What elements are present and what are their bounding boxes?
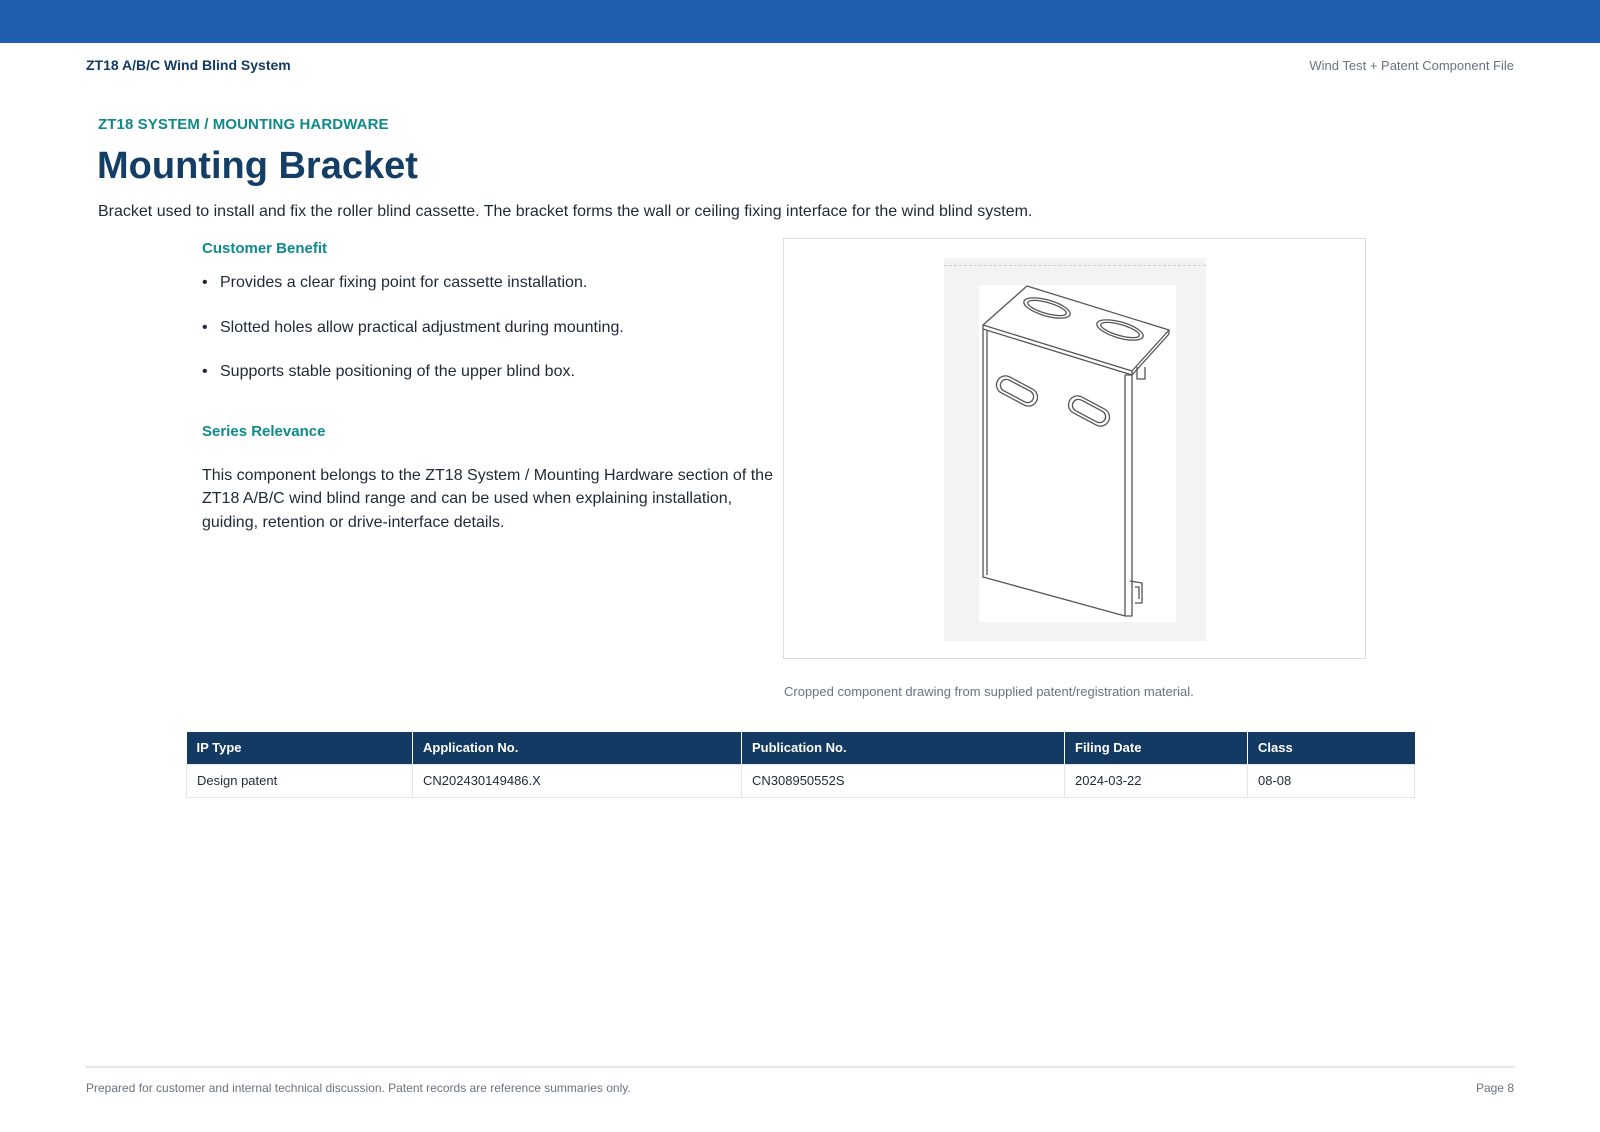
benefit-text: Provides a clear fixing point for cassette installation. <box>220 274 588 291</box>
document-subtitle: Wind Test + Patent Component File <box>1309 58 1514 73</box>
footer-divider <box>86 1066 1515 1068</box>
list-item <box>202 273 787 318</box>
cell-class: 08-08 <box>1248 764 1415 797</box>
bullet-icon: • <box>202 363 208 380</box>
column-header-filing-date: Filing Date <box>1065 732 1248 764</box>
page-title: Mounting Bracket <box>97 145 418 187</box>
column-header-publication-no: Publication No. <box>742 732 1065 764</box>
top-accent-bar <box>0 0 1600 43</box>
description-column <box>202 240 787 534</box>
series-relevance-heading: Series Relevance <box>202 422 326 440</box>
benefit-list <box>202 273 787 407</box>
cell-filing-date: 2024-03-22 <box>1065 764 1248 797</box>
list-item <box>202 318 787 363</box>
intro-text: Bracket used to install and fix the roller blind cassette. The bracket forms the wall or ceiling fixing interface for the wind blind system. <box>98 203 1033 220</box>
breadcrumb: ZT18 SYSTEM / MOUNTING HARDWARE <box>98 116 389 133</box>
cell-ip-type: Design patent <box>187 764 413 797</box>
ip-record-table <box>186 732 1415 798</box>
series-relevance-text: This component belongs to the ZT18 System / Mounting Hardware section of the ZT18 A/B/C wind blind range and can be used when explaining installation, guiding, retention or drive-interface details. <box>202 466 773 531</box>
mounting-bracket-illustration <box>979 285 1176 622</box>
benefit-text: Supports stable positioning of the upper blind box. <box>220 363 575 380</box>
bracket-drawing <box>979 285 1176 622</box>
cell-publication-no: CN308950552S <box>742 764 1065 797</box>
document-title: ZT18 A/B/C Wind Blind System <box>86 57 291 73</box>
footer-note: Prepared for customer and internal technical discussion. Patent records are reference summaries only. <box>86 1081 631 1095</box>
column-header-application-no: Application No. <box>413 732 742 764</box>
page-number: Page 8 <box>1475 1081 1514 1095</box>
table-row <box>187 764 1415 797</box>
bullet-icon: • <box>202 274 208 291</box>
table-header-row <box>187 732 1415 764</box>
component-figure <box>783 238 1366 659</box>
figure-crop-line <box>944 265 1206 266</box>
bullet-icon: • <box>202 318 208 336</box>
list-item <box>202 362 787 407</box>
figure-caption: Cropped component drawing from supplied patent/registration material. <box>784 684 1194 699</box>
benefit-text: Slotted holes allow practical adjustment during mounting. <box>220 318 624 336</box>
cell-application-no: CN202430149486.X <box>413 764 742 797</box>
column-header-class: Class <box>1248 732 1415 764</box>
column-header-ip-type: IP Type <box>187 732 413 764</box>
customer-benefit-heading: Customer Benefit <box>202 240 328 257</box>
